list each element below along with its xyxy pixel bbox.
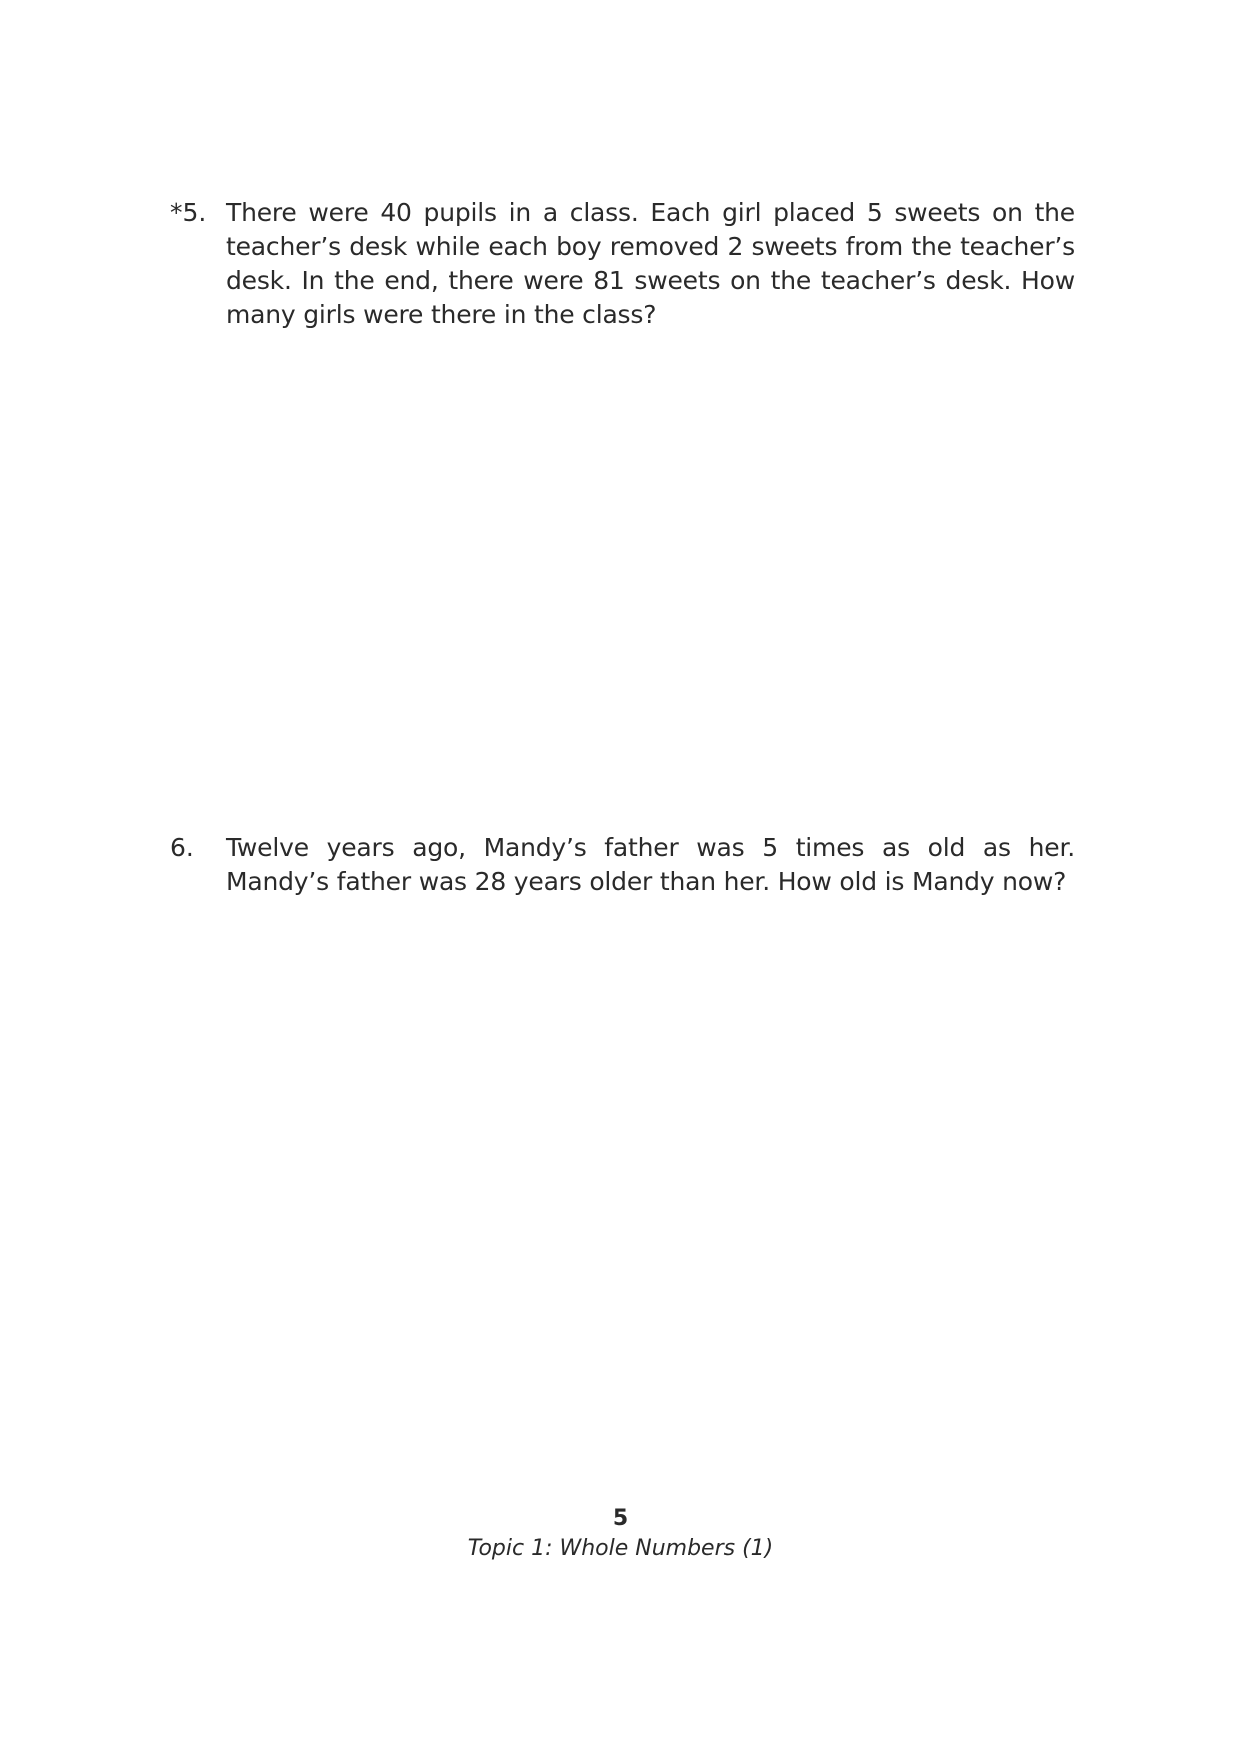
topic-footer: Topic 1: Whole Numbers (1) <box>467 1536 774 1561</box>
question-5 <box>170 196 1075 332</box>
question-6 <box>170 831 1075 899</box>
question-number: *5. <box>170 198 207 227</box>
page-number: 5 <box>612 1506 629 1531</box>
question-number: 6. <box>170 833 194 862</box>
question-text: There were 40 pupils in a class. Each girl placed 5 sweets on the teacher’s desk while each boy removed 2 sweets from the teacher’s desk. In the end, there were 81 sweets on the teacher’s desk. How many girls were there in the class? <box>226 198 1075 329</box>
question-text: Twelve years ago, Mandy’s father was 5 times as old as her. Mandy’s father was 28 years older than her. How old is Mandy now? <box>226 833 1075 896</box>
